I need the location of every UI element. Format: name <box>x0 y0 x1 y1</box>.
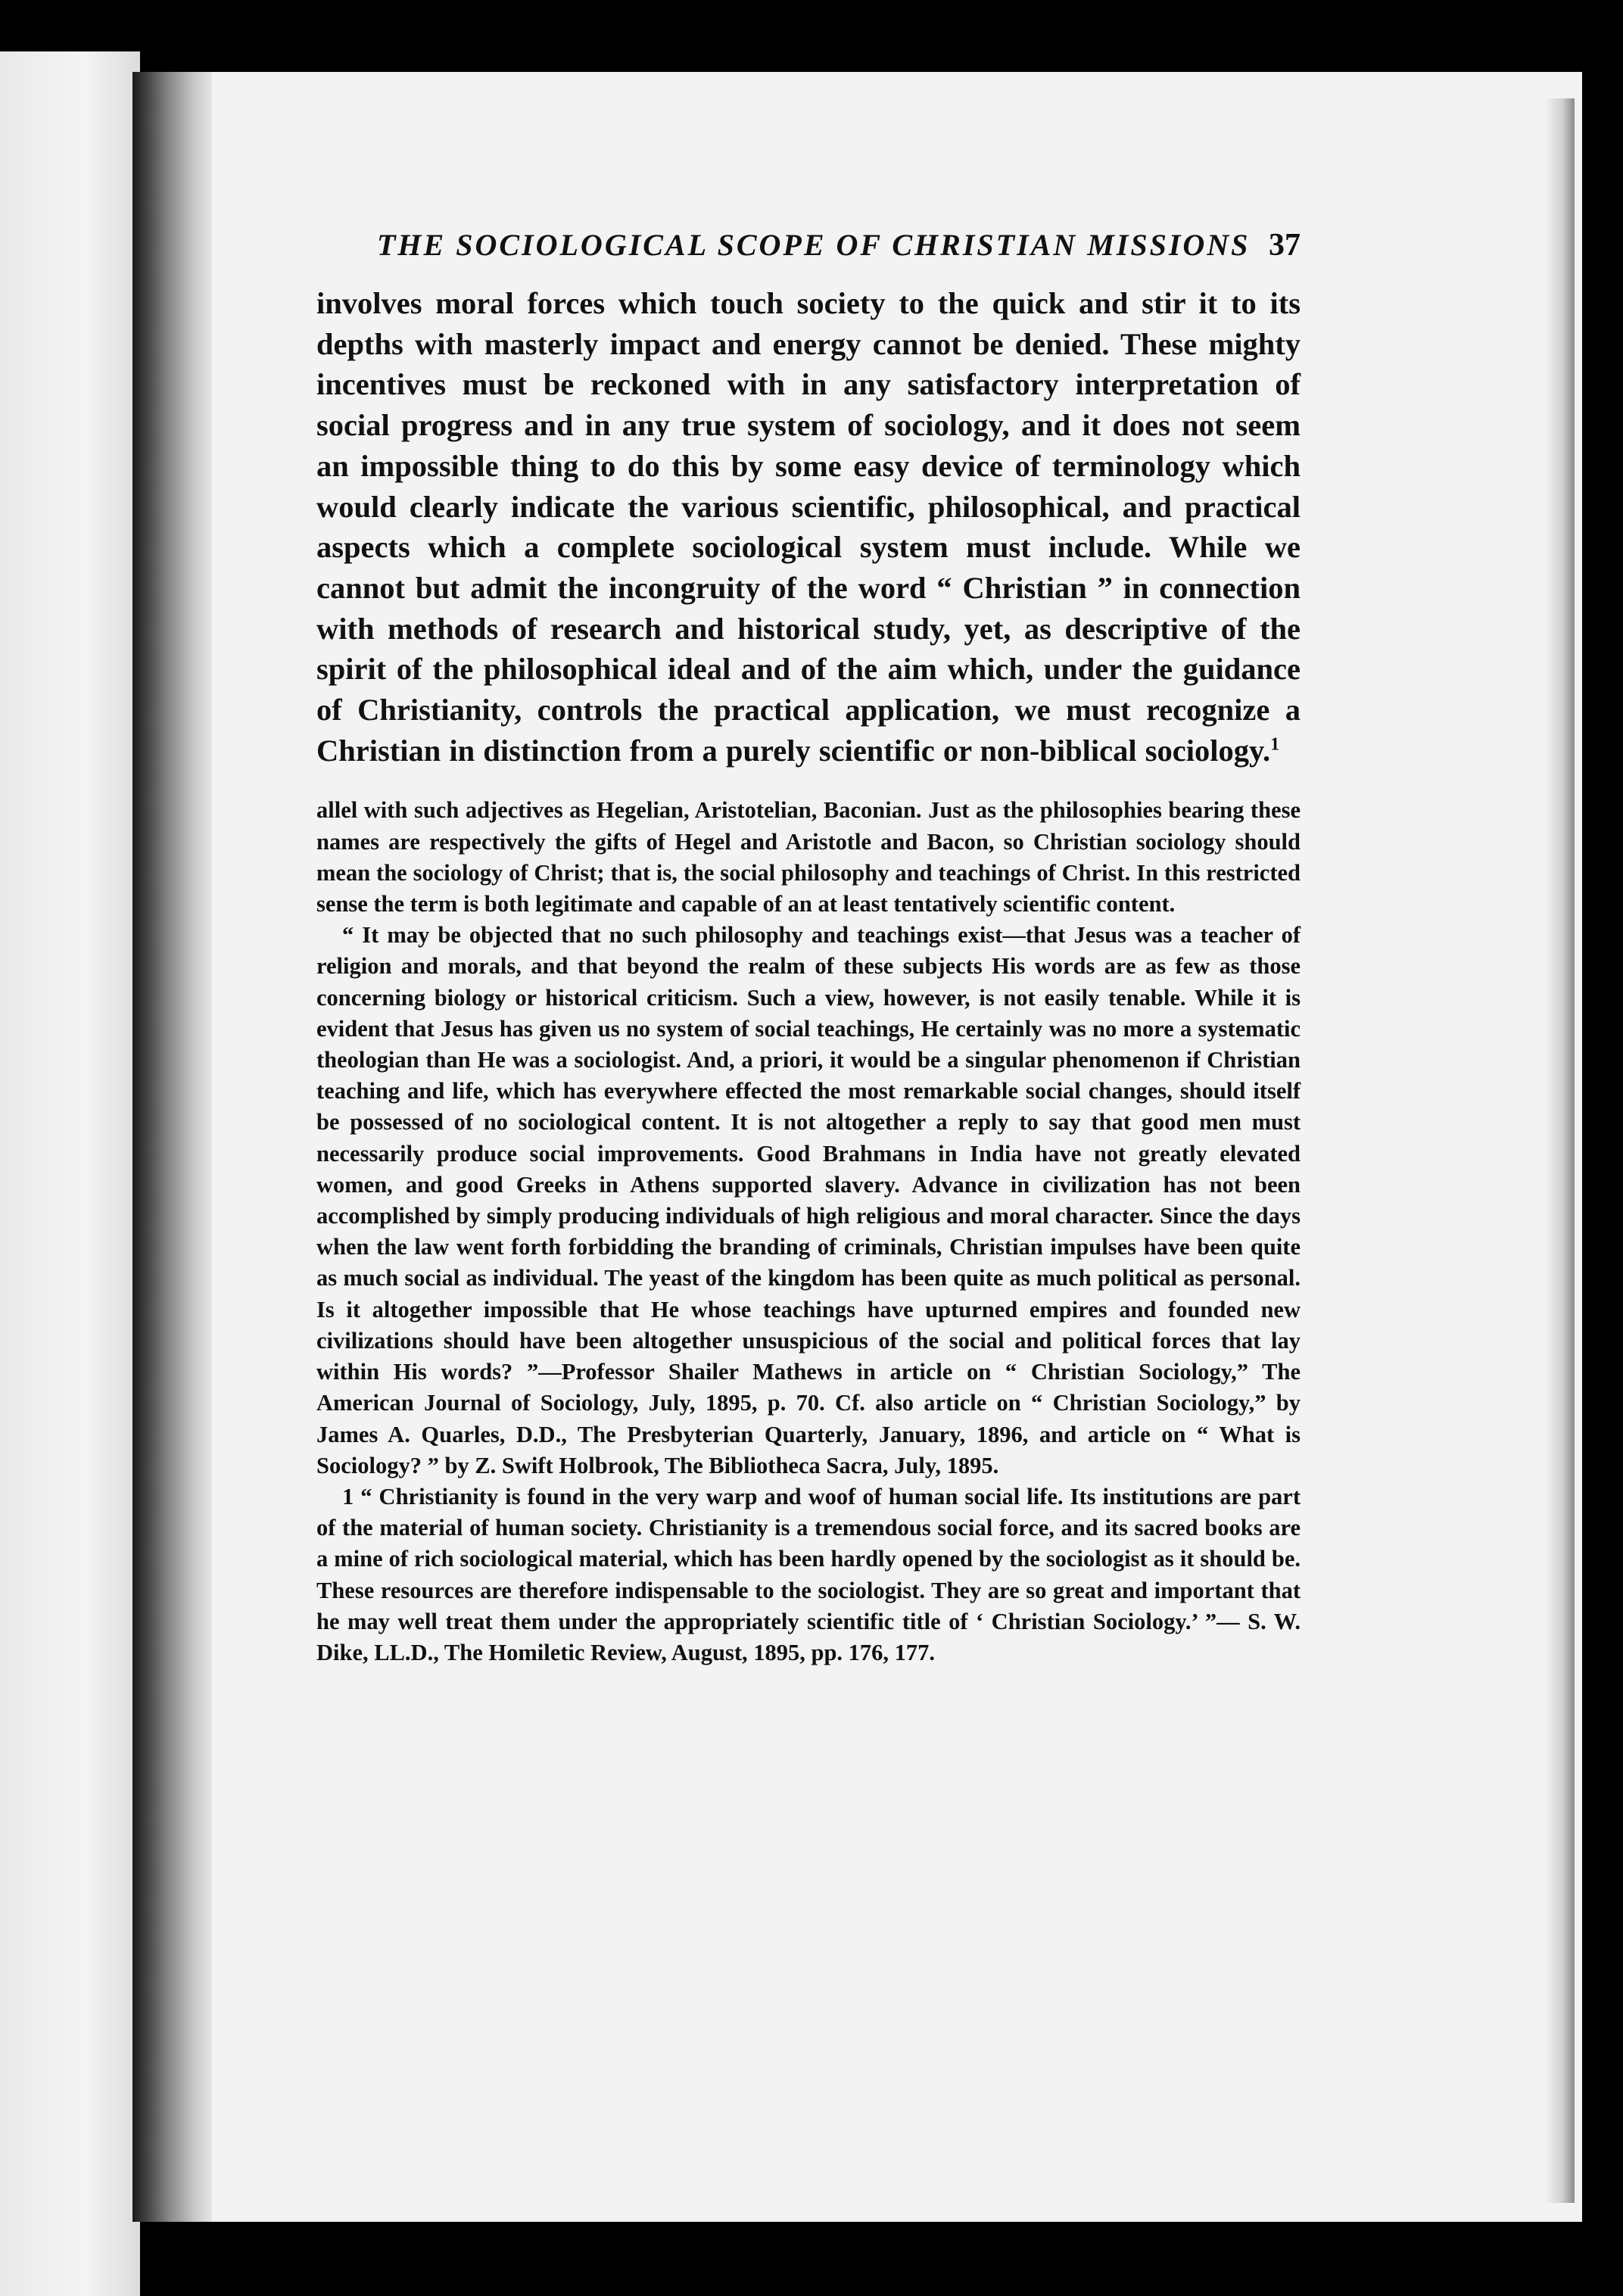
running-head-title: THE SOCIOLOGICAL SCOPE OF CHRISTIAN MISSIONS <box>377 228 1251 262</box>
footnote-quote: “ It may be objected that no such philosophy and teachings exist—that Jesus was a teacher of religion and morals, and that beyond the realm of these subjects His words are as few as those concerning biology or historical criticism. Such a view, however, is not easily tenable. While it is evident that Jesus has given us no system of social teachings, He certainly was no more a systematic theologian than He was a sociologist. And, a priori, it would be a singular phenomenon if Christian teaching and life, which has everywhere effected the most remarkable social changes, should itself be possessed of no sociological content. It is not altogether a reply to say that good men must necessarily produce social improvements. Good Brahmans in India have not greatly elevated women, and good Greeks in Athens supported slavery. Advance in civilization has not been accomplished by simply producing individuals of high religious and moral character. Since the days when the law went forth forbidding the branding of criminals, Christian impulses have been quite as much social as individual. The yeast of the kingdom has been quite as much political as personal. Is it altogether impossible that He whose teachings have upturned empires and founded new civilizations should have been altogether unsuspicious of the social and political forces that lay within His words? ”—Professor Shailer Mathews in article on “ Christian Sociology,” The American Journal of Sociology, July, 1895, p. 70. Cf. also article on “ Christian Sociology,” by James A. Quarles, D.D., The Presbyterian Quarterly, January, 1896, and article on “ What is Sociology? ” by Z. Swift Holbrook, The Bibliotheca Sacra, July, 1895. <box>316 922 1301 1478</box>
facing-page-edge <box>0 51 140 2296</box>
body-text: involves moral forces which touch society to the quick and stir it to its depths with masterly impact and energy cannot be denied. These mighty incentives must be reckoned with in any satisfactory interpretation of social progress and in any true system of sociology, and it does not seem an impossible thing to do this by some easy device of terminology which would clearly indicate the various scientific, philosophical, and practical aspects which a complete sociological system must include. While we cannot but admit the incongruity of the word “ Christian ” in connection with methods of research and historical study, yet, as descriptive of the spirit of the philosophical ideal and of the aim which, under the guidance of Christianity, controls the practical application, we must recognize a Christian in distinction from a purely scientific or non-biblical sociology. <box>316 286 1301 768</box>
footnotes <box>316 795 1301 1668</box>
footnote-1: 1 “ Christianity is found in the very warp and woof of human social life. Its institutions are part of the material of human society. Christianity is a tremendous social force, and its sacred books are a mine of rich sociological material, which has been hardly opened by the sociologist as it should be. These resources are therefore indispensable to the sociologist. They are so great and important that he may well treat them under the appropriately scientific title of ‘ Christian Sociology.’ ”— S. W. Dike, LL.D., The Homiletic Review, August, 1895, pp. 176, 177. <box>316 1483 1301 1665</box>
body-paragraph <box>316 283 1301 771</box>
footnote-marker: 1 <box>1270 734 1280 755</box>
page-number: 37 <box>1269 228 1301 263</box>
running-head <box>377 227 1301 263</box>
footnote-continuation: allel with such adjectives as Hegelian, Aristotelian, Baconian. Just as the philosophies bearing these names are respectively the gifts of Hegel and Aristotle and Bacon, so Christian sociology should mean the sociology of Christ; that is, the social philosophy and teachings of Christ. In this restricted sense the term is both legitimate and capable of an at least tentatively scientific content. <box>316 797 1301 917</box>
book-spine-shadow <box>132 72 216 2222</box>
page-content <box>316 227 1301 1668</box>
page-edge-shadow <box>1544 98 1575 2203</box>
